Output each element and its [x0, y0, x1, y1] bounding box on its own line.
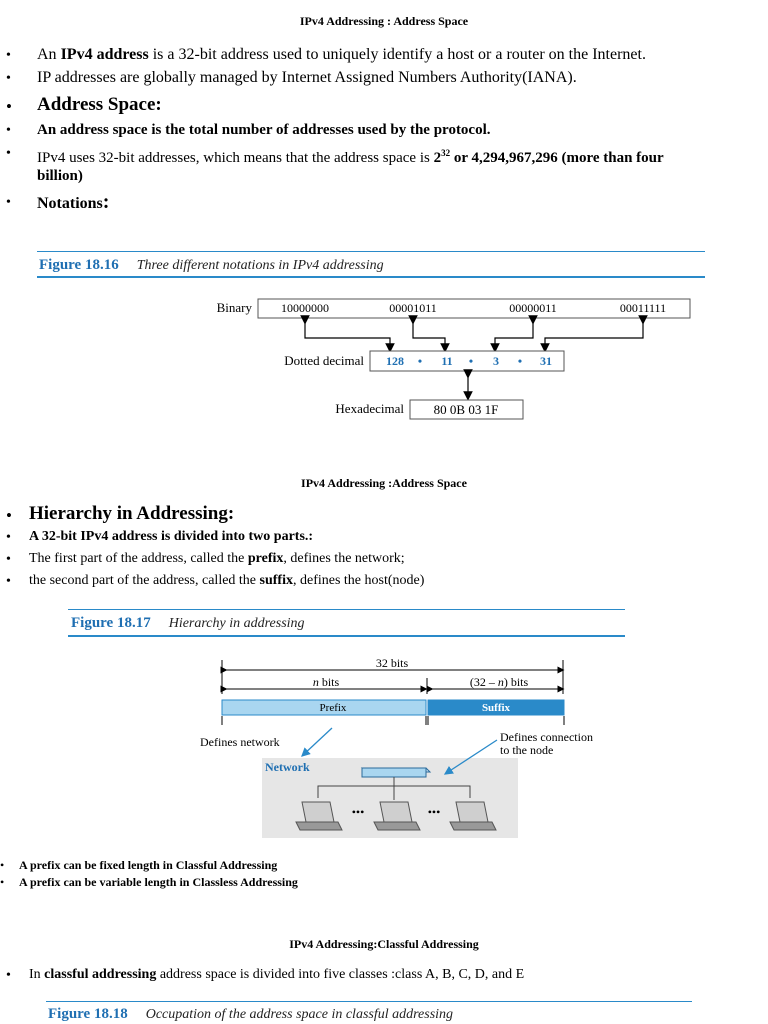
figure-17-title	[71, 614, 305, 632]
page-header-1: IPv4 Addressing : Address Space	[299, 14, 469, 28]
figure-number: Figure 18.18	[48, 1006, 128, 1022]
figure-top-rule	[46, 1001, 692, 1002]
bullet: •	[6, 123, 11, 138]
bullet: •	[6, 530, 11, 545]
address-space-definition: An address space is the total number of addresses used by the protocol.	[37, 122, 491, 138]
hierarchy-b1: A 32-bit IPv4 address is divided into two parts.:	[29, 529, 314, 544]
switch-icon	[362, 768, 430, 777]
rest-bits-label: (32 – n) bits	[469, 675, 529, 689]
text: the second part of the address, called the	[29, 573, 260, 588]
bullet: •	[6, 552, 11, 567]
classful-line	[29, 966, 524, 984]
iana-line: IP addresses are globally managed by Internet Assigned Numbers Authority(IANA).	[37, 69, 577, 86]
binary-octet-4: 00011111	[619, 301, 667, 315]
bullet: •	[6, 574, 11, 589]
text: Notations	[37, 195, 103, 212]
ipv4-definition	[37, 46, 646, 64]
figure-bottom-rule	[37, 276, 705, 278]
hierarchy-diagram	[0, 650, 768, 840]
figure-caption: Hierarchy in addressing	[168, 616, 305, 631]
notations-diagram	[0, 290, 768, 425]
binary-octet-3: 00000011	[509, 301, 557, 315]
figure-18-title	[48, 1005, 453, 1023]
text-bold: or 4,294,967,296 (more than four	[450, 150, 664, 166]
address-space-heading: Address Space:	[37, 94, 162, 115]
text-bold: suffix	[259, 573, 293, 588]
dotted-octet-3: 3	[493, 354, 499, 368]
hex-value: 80 0B 03 1F	[433, 402, 499, 417]
address-space-size	[37, 144, 757, 185]
hierarchy-b3	[29, 572, 424, 590]
figure-top-rule	[68, 609, 625, 610]
dotted-octet-1: 128	[386, 354, 404, 368]
size-text	[37, 144, 664, 167]
hex-label: Hexadecimal	[335, 401, 404, 416]
text: An	[37, 46, 61, 63]
defines-connection-label-1: Defines connection	[500, 730, 593, 744]
dotted-label: Dotted decimal	[284, 353, 364, 368]
figure-top-rule	[37, 251, 705, 252]
figure-number: Figure 18.16	[39, 257, 119, 273]
figure-16-title	[39, 256, 384, 274]
text: The first part of the address, called the	[29, 551, 248, 566]
bullet: •	[0, 858, 5, 872]
note-fixed-length: A prefix can be fixed length in Classful Addressing	[19, 858, 278, 872]
text: :	[102, 191, 110, 213]
bullet: •	[6, 97, 12, 116]
dotted-octet-2: 11	[441, 354, 453, 368]
text-bold: classful addressing	[44, 967, 157, 982]
network-label: Network	[265, 760, 310, 774]
dot-separator: •	[517, 354, 523, 368]
hierarchy-heading: Hierarchy in Addressing:	[29, 503, 235, 524]
text: , defines the host(node)	[292, 573, 425, 588]
figure-bottom-rule	[68, 635, 625, 637]
text: is a 32-bit address used to uniquely identify a host or a router on the Internet.	[148, 46, 646, 63]
text-bold: prefix	[247, 551, 284, 566]
dot-separator: •	[468, 354, 474, 368]
n-bits-label: n bits	[312, 675, 340, 689]
bullet: •	[6, 48, 11, 63]
dot-separator: •	[417, 354, 423, 368]
dotted-octet-4: 31	[540, 354, 552, 368]
bullet: •	[0, 875, 5, 889]
figure-caption: Three different notations in IPv4 addressing	[136, 258, 384, 273]
bullet: •	[6, 506, 12, 525]
figure-caption: Occupation of the address space in classful addressing	[145, 1007, 454, 1022]
text-bold: 2	[433, 150, 442, 166]
notations-heading	[37, 193, 109, 213]
connector-arrows	[305, 320, 643, 348]
bullet: •	[6, 146, 11, 161]
ellipsis-dots: •••	[427, 805, 441, 819]
defines-connection-label-2: to the node	[500, 743, 554, 757]
bullet: •	[6, 71, 11, 86]
justified-line	[37, 144, 755, 167]
text: , defines the network;	[283, 551, 405, 566]
page-header-2: IPv4 Addressing :Address Space	[301, 476, 467, 490]
text: address space is divided into five classes :class A, B, C, D, and E	[156, 967, 525, 982]
suffix-label: Suffix	[481, 702, 511, 714]
text: IPv4 uses 32-bit addresses, which means that the address space is	[37, 150, 434, 166]
bullet: •	[6, 968, 11, 983]
text-bold: IPv4 address	[60, 46, 149, 63]
superscript: 32	[441, 148, 451, 158]
defines-network-label: Defines network	[200, 735, 280, 749]
binary-label: Binary	[216, 300, 252, 315]
page-header-3: IPv4 Addressing:Classful Addressing	[289, 937, 479, 951]
ellipsis-dots: •••	[351, 805, 365, 819]
binary-octet-2: 00001011	[389, 301, 437, 315]
hierarchy-b2	[29, 550, 405, 568]
text: In	[29, 967, 45, 982]
size-line2: billion)	[37, 168, 83, 184]
prefix-label: Prefix	[319, 702, 347, 714]
note-variable-length: A prefix can be variable length in Classless Addressing	[19, 875, 298, 889]
network-pointer	[302, 728, 332, 756]
figure-number: Figure 18.17	[71, 615, 151, 631]
binary-octet-1: 10000000	[281, 301, 329, 315]
total-bits-label: 32 bits	[375, 656, 409, 670]
bullet: •	[6, 195, 11, 210]
